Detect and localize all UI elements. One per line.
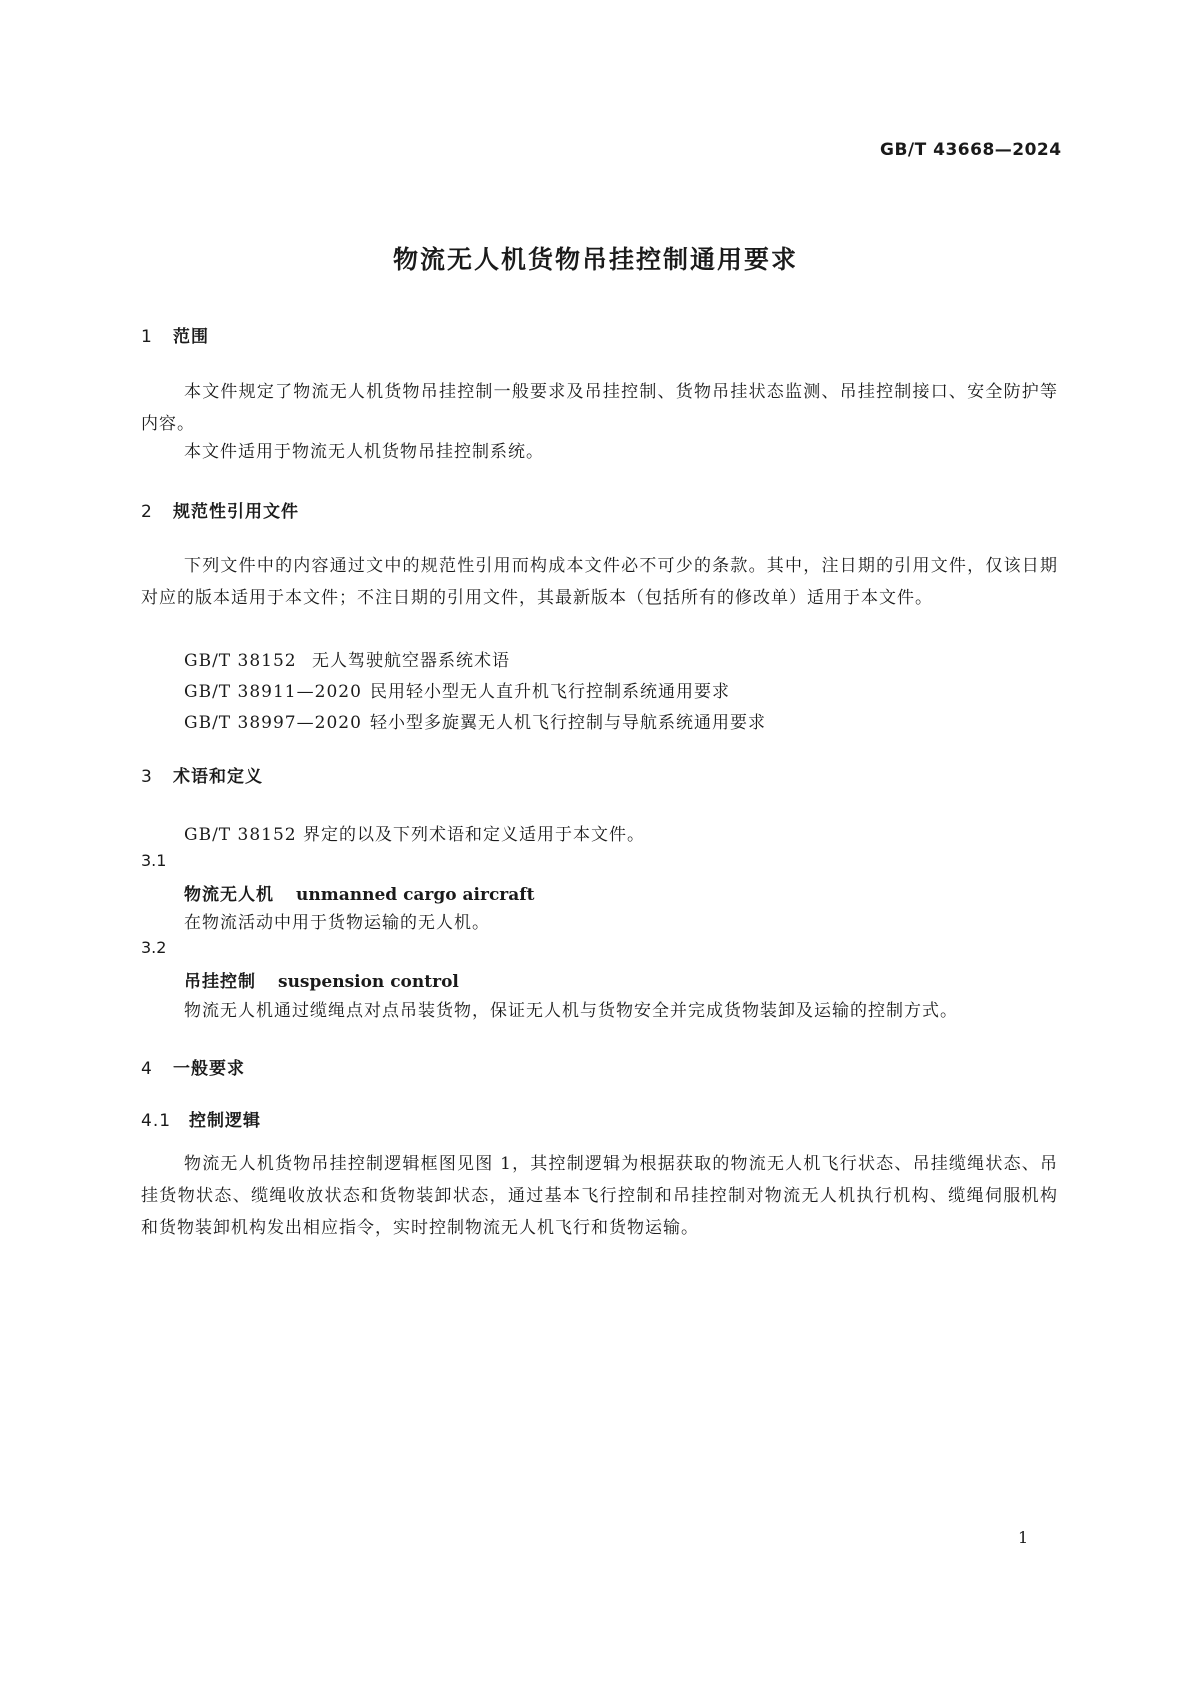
reference-code: GB/T 38997—2020: [184, 713, 362, 733]
term-name: [184, 880, 534, 905]
section-title: 规范性引用文件: [173, 502, 299, 522]
subsection-title: 控制逻辑: [189, 1111, 261, 1131]
section-4-1-paragraph: 物流无人机货物吊挂控制逻辑框图见图 1，其控制逻辑为根据获取的物流无人机飞行状态、吊挂缆绳状态、吊挂货物状态、缆绳收放状态和货物装卸状态，通过基本飞行控制和吊挂控制对物流无人机执行机构、缆绳伺服机构和货物装卸机构发出相应指令，实时控制物流无人机飞行和货物运输。: [141, 1154, 1058, 1238]
section-number: 3: [141, 767, 153, 787]
section-4-heading: [141, 1054, 245, 1079]
term-chinese: 物流无人机: [184, 885, 274, 905]
term-definition: 在物流活动中用于货物运输的无人机。: [184, 913, 490, 933]
standard-number: GB/T 43668—2024: [880, 140, 1062, 160]
document-title: 物流无人机货物吊挂控制通用要求: [392, 245, 798, 274]
section-number: 1: [141, 327, 153, 347]
reference-title: 无人驾驶航空器系统术语: [312, 651, 510, 671]
term-english: unmanned cargo aircraft: [296, 885, 535, 905]
section-2-heading: [141, 497, 299, 522]
section-1-paragraph-2: 本文件适用于物流无人机货物吊挂控制系统。: [184, 442, 544, 462]
reference-item: [184, 708, 766, 733]
section-title: 范围: [173, 327, 209, 347]
subsection-number: 4.1: [141, 1111, 172, 1131]
section-number: 2: [141, 502, 153, 522]
section-3-heading: [141, 762, 263, 787]
section-1-paragraph-1: 本文件规定了物流无人机货物吊挂控制一般要求及吊挂控制、货物吊挂状态监测、吊挂控制接口、安全防护等内容。: [141, 382, 1058, 434]
page-number: 1: [1018, 1528, 1029, 1547]
section-3-intro: GB/T 38152 界定的以及下列术语和定义适用于本文件。: [184, 825, 646, 845]
section-title: 一般要求: [173, 1059, 245, 1079]
section-1-heading: [141, 322, 209, 347]
reference-item: [184, 646, 510, 671]
term-english: suspension control: [278, 972, 459, 992]
term-number: 3.2: [141, 938, 167, 957]
reference-code: GB/T 38152: [184, 651, 297, 671]
term-definition: 物流无人机通过缆绳点对点吊装货物，保证无人机与货物安全并完成货物装卸及运输的控制方式。: [184, 1001, 958, 1021]
reference-title: 轻小型多旋翼无人机飞行控制与导航系统通用要求: [370, 713, 766, 733]
section-4-1-heading: [141, 1106, 261, 1131]
section-title: 术语和定义: [173, 767, 263, 787]
term-chinese: 吊挂控制: [184, 972, 256, 992]
reference-item: [184, 677, 730, 702]
reference-title: 民用轻小型无人直升机飞行控制系统通用要求: [370, 682, 730, 702]
section-2-intro: 下列文件中的内容通过文中的规范性引用而构成本文件必不可少的条款。其中，注日期的引用文件，仅该日期对应的版本适用于本文件；不注日期的引用文件，其最新版本（包括所有的修改单）适用于本文件。: [141, 556, 1058, 608]
reference-code: GB/T 38911—2020: [184, 682, 362, 702]
term-name: [184, 967, 459, 992]
term-number: 3.1: [141, 851, 167, 870]
section-number: 4: [141, 1059, 153, 1079]
